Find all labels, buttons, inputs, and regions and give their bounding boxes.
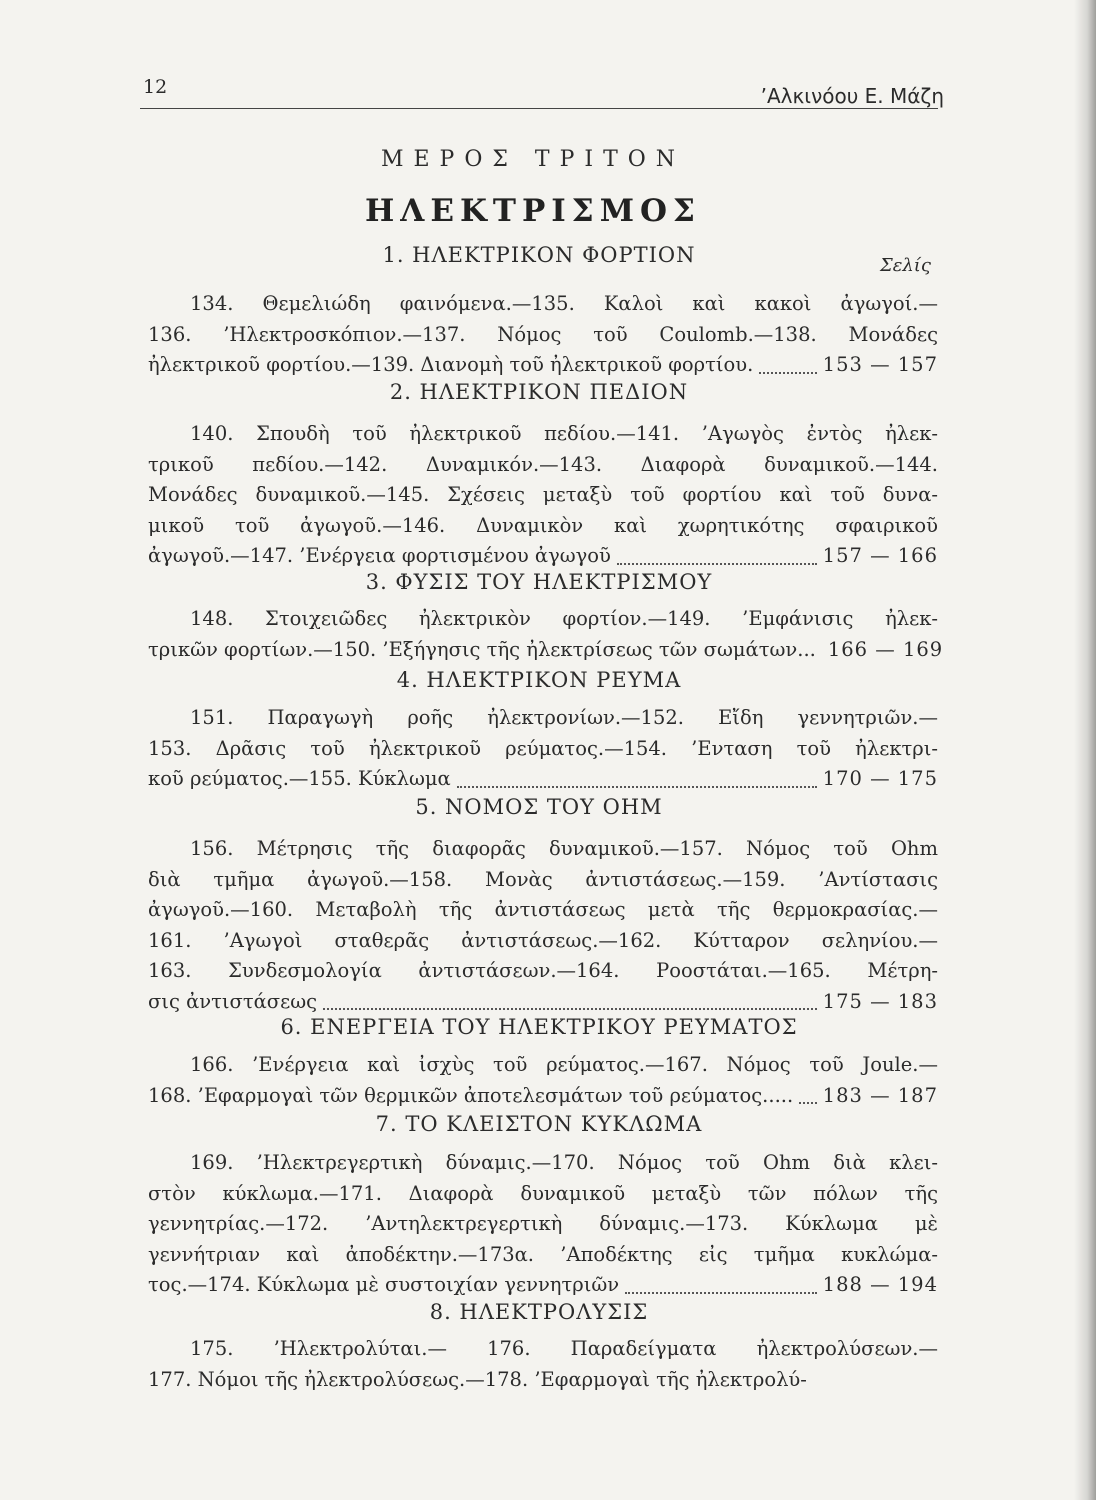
page-edge-shadow — [1074, 0, 1096, 1500]
entry-line-with-pages — [148, 1081, 938, 1112]
entry-line: ἀγωγοῦ.—160. Μεταβολὴ τῆς ἀντιστάσεως μετὰ τῆς θερμοκρασίας.— — [148, 898, 938, 921]
entry-line-with-pages — [148, 987, 938, 1018]
section-entries — [148, 834, 938, 1017]
page-range: 188 — 194 — [822, 1273, 938, 1296]
entry-text: 168. ’Εφαρμογαὶ τῶν θερμικῶν ἀποτελεσμάτων τοῦ ρεύματος..... — [148, 1083, 794, 1107]
section-entries — [148, 1334, 938, 1395]
running-header-author: ’Αλκινόου Ε. Μάζη — [760, 84, 944, 108]
entry-text: σις ἀντιστάσεως — [148, 989, 318, 1013]
dot-leader — [799, 1102, 816, 1104]
entry-line: 161. ’Αγωγοὶ σταθερᾶς ἀντιστάσεως.—162. Κύτταρον σεληνίου.— — [148, 928, 938, 952]
page-range: 166 — 169 — [827, 637, 944, 661]
entry-text: ἠλεκτρικοῦ φορτίου.—139. Διανομὴ τοῦ ἠλεκτρικοῦ φορτίου. — [148, 353, 754, 376]
entry-line: μικοῦ τοῦ ἀγωγοῦ.—146. Δυναμικὸν καὶ χωρητικότης σφαιρικοῦ — [148, 513, 938, 537]
entry-line-with-pages — [148, 764, 938, 795]
section-title: 3. ΦΥΣΙΣ ΤΟΥ ΗΛΕΚΤΡΙΣΜΟΥ — [365, 570, 713, 594]
section-entries — [148, 1050, 938, 1111]
pages-column-label: Σελίς — [880, 255, 931, 276]
section-entries — [148, 703, 938, 795]
entry-text: ἀγωγοῦ.—147. ’Ενέργεια φορτισμένου ἀγωγοῦ — [148, 544, 611, 567]
section-title: 4. ΗΛΕΚΤΡΙΚΟΝ ΡΕΥΜΑ — [396, 668, 682, 692]
section-title: 1. ΗΛΕΚΤΡΙΚΟΝ ΦΟΡΤΙΟΝ — [382, 243, 696, 267]
section-entries — [148, 419, 938, 572]
section-entries — [148, 604, 944, 665]
section-entries — [148, 1148, 938, 1301]
dot-leader — [323, 1008, 817, 1010]
entry-line: 134. Θεμελιώδη φαινόμενα.—135. Καλοὶ καὶ κακοὶ ἀγωγοί.— — [190, 292, 938, 315]
section-title: 7. ΤΟ ΚΛΕΙΣΤΟΝ ΚΥΚΛΩΜΑ — [375, 1112, 703, 1136]
dot-leader — [759, 372, 816, 374]
entry-line: 136. ’Ηλεκτροσκόπιον.—137. Νόμος τοῦ Coulomb.—138. Μονάδες — [148, 322, 938, 346]
entry-line: 148. Στοιχειῶδες ἠλεκτρικὸν φορτίον.—149. ’Εμφάνισις ἠλεκ- — [190, 607, 938, 630]
entry-text: κοῦ ρεύματος.—155. Κύκλωμα — [148, 767, 451, 790]
entry-line-with-pages — [148, 541, 938, 572]
section-entries — [148, 289, 938, 381]
page-range: 153 — 157 — [822, 353, 938, 376]
entry-line: 140. Σπουδὴ τοῦ ἠλεκτρικοῦ πεδίου.—141. ’Αγωγὸς ἐντὸς ἠλεκ- — [190, 422, 938, 445]
dot-leader — [625, 1292, 817, 1294]
entry-line: 177. Νόμοι τῆς ἠλεκτρολύσεως.—178. ’Εφαρμογαὶ τῆς ἠλεκτρολύ- — [148, 1367, 807, 1391]
header-rule — [140, 108, 938, 109]
dot-leader — [617, 563, 817, 565]
entry-text: τρικῶν φορτίων.—150. ’Εξήγησις τῆς ἠλεκτρίσεως τῶν σωμάτων... — [148, 637, 816, 661]
entry-line: Μονάδες δυναμικοῦ.—145. Σχέσεις μεταξὺ τοῦ φορτίου καὶ τοῦ δυνα- — [148, 483, 938, 506]
page-number: 12 — [143, 76, 168, 98]
entry-line: 163. Συνδεσμολογία ἀντιστάσεων.—164. Ροοστάται.—165. Μέτρη- — [148, 959, 938, 982]
page-range: 157 — 166 — [822, 544, 938, 567]
entry-line-with-pages — [148, 1270, 938, 1301]
main-title: ΗΛΕΚΤΡΙΣΜΟΣ — [365, 193, 701, 229]
entry-line: 156. Μέτρησις τῆς διαφορᾶς δυναμικοῦ.—157. Νόμος τοῦ Ohm — [190, 837, 938, 860]
section-title: 6. ΕΝΕΡΓΕΙΑ ΤΟΥ ΗΛΕΚΤΡΙΚΟΥ ΡΕΥΜΑΤΟΣ — [280, 1015, 798, 1039]
entry-line: γεννήτριαν καὶ ἀποδέκτην.—173α. ’Αποδέκτης εἰς τμῆμα κυκλώμα- — [148, 1242, 938, 1266]
entry-line-with-pages — [148, 635, 944, 666]
page-range: 175 — 183 — [822, 989, 938, 1013]
entry-text: τος.—174. Κύκλωμα μὲ συστοιχίαν γεννητριῶν — [148, 1273, 620, 1296]
entry-line-with-pages — [148, 350, 938, 381]
entry-line: διὰ τμῆμα ἀγωγοῦ.—158. Μονὰς ἀντιστάσεως.—159. ’Αντίστασις — [148, 867, 938, 891]
entry-line: γεννητρίας.—172. ’Αντηλεκτρεγερτικὴ δύναμις.—173. Κύκλωμα μὲ — [148, 1212, 938, 1235]
entry-line: 169. ’Ηλεκτρεγερτικὴ δύναμις.—170. Νόμος τοῦ Ohm διὰ κλει- — [190, 1151, 938, 1174]
page-range: 183 — 187 — [822, 1083, 938, 1107]
entry-line: 166. ’Ενέργεια καὶ ἰσχὺς τοῦ ρεύματος.—167. Νόμος τοῦ Joule.— — [190, 1053, 938, 1076]
section-title: 5. ΝΟΜΟΣ ΤΟΥ OHM — [415, 795, 663, 819]
entry-line: 153. Δρᾶσις τοῦ ἠλεκτρικοῦ ρεύματος.—154. ’Ενταση τοῦ ἠλεκτρι- — [148, 736, 938, 760]
page-range: 170 — 175 — [822, 767, 938, 790]
section-title: 8. ΗΛΕΚΤΡΟΛΥΣΙΣ — [429, 1300, 649, 1324]
entry-line: 175. ’Ηλεκτρολύται.— 176. Παραδείγματα ἠλεκτρολύσεων.— — [190, 1337, 938, 1360]
dot-leader — [457, 786, 817, 788]
part-title: ΜΕΡΟΣ ΤΡΙΤΟΝ — [380, 147, 686, 172]
entry-line: τρικοῦ πεδίου.—142. Δυναμικόν.—143. Διαφορὰ δυναμικοῦ.—144. — [148, 452, 938, 476]
entry-line: 151. Παραγωγὴ ροῆς ἠλεκτρονίων.—152. Εἴδη γεννητριῶν.— — [190, 706, 938, 729]
section-title: 2. ΗΛΕΚΤΡΙΚΟΝ ΠΕΔΙΟΝ — [389, 380, 689, 404]
entry-line: στὸν κύκλωμα.—171. Διαφορὰ δυναμικοῦ μεταξὺ τῶν πόλων τῆς — [148, 1181, 938, 1205]
